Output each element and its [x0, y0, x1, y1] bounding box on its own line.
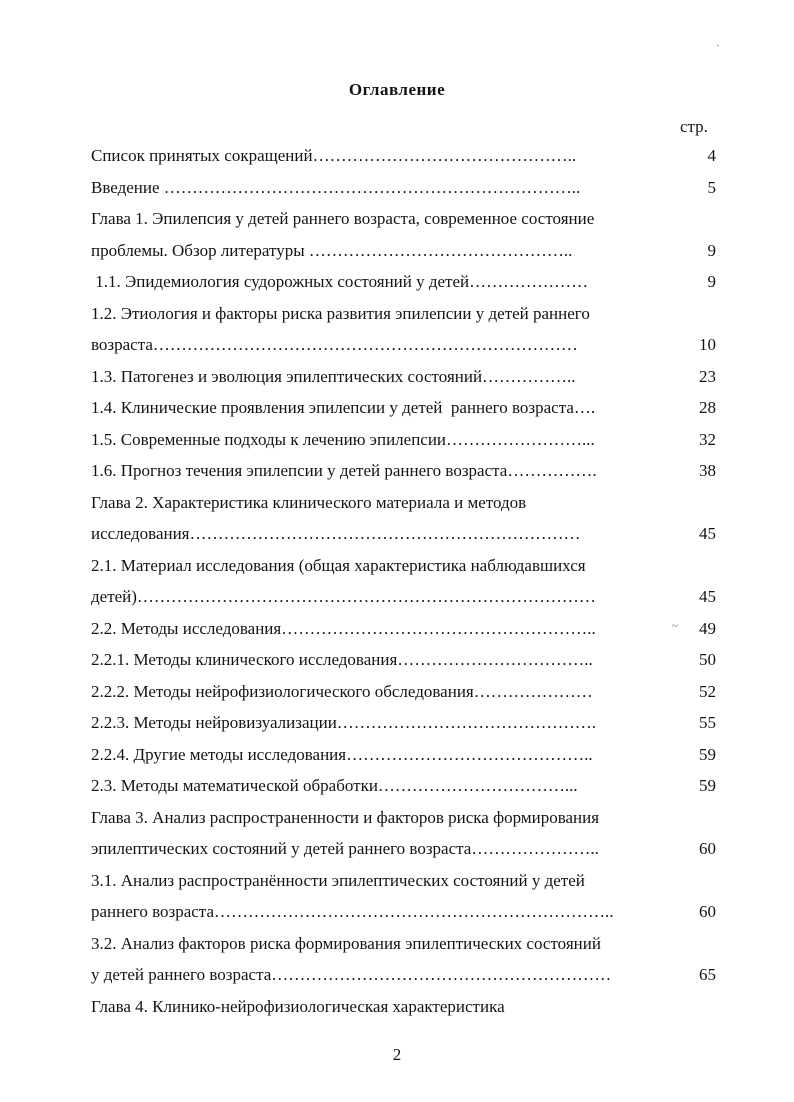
- toc-entry-page: 32: [699, 429, 716, 449]
- toc-entry-page: 9: [707, 240, 716, 260]
- toc-entry: [91, 933, 716, 955]
- toc-entry: [91, 303, 716, 325]
- toc-entry: [91, 996, 716, 1018]
- toc-entry-text: 2.2.3. Методы нейровизуализации……………………………………….: [91, 713, 597, 732]
- toc-entry: [91, 177, 716, 199]
- toc-entry: [91, 744, 716, 766]
- pencil-tick: ~: [672, 620, 678, 632]
- toc-entry-text: 2.2.2. Методы нейрофизиологического обследования…………………: [91, 681, 593, 701]
- toc-entry-text: 1.3. Патогенез и эволюция эпилептических состояний……………..: [91, 366, 576, 386]
- toc-entry-page: 4: [707, 146, 716, 165]
- toc-entry: [91, 681, 716, 703]
- page-column-label: стр.: [680, 117, 708, 136]
- toc-entry: [91, 555, 716, 577]
- toc-entry-page: 5: [707, 177, 716, 197]
- toc-entry: [91, 240, 716, 262]
- toc-entry-page: 38: [699, 461, 716, 480]
- toc-entry-text: Глава 3. Анализ распространенности и факторов риска формирования: [91, 807, 600, 827]
- toc-entry: [91, 208, 716, 230]
- page-number: 2: [392, 1045, 402, 1064]
- toc-entry-text: детей)………………………………………………………………………: [91, 587, 596, 606]
- toc-entry-text: Глава 4. Клинико-нейрофизиологическая характеристика: [91, 996, 505, 1016]
- toc-entry: [91, 271, 716, 293]
- toc-entry-text: у детей раннего возраста……………………………………………………: [91, 965, 612, 984]
- toc-entry-text: 1.6. Прогноз течения эпилепсии у детей раннего возраста…………….: [91, 461, 597, 480]
- toc-entry-page: 60: [699, 839, 716, 858]
- toc-entry: [91, 145, 716, 167]
- toc-entry-text: 3.2. Анализ факторов риска формирования эпилептических состояний: [91, 933, 601, 953]
- toc-entry: [91, 366, 716, 388]
- toc-entry: [91, 775, 716, 797]
- toc-entry: [91, 901, 716, 923]
- toc-entry: [91, 586, 716, 608]
- toc-entry: [91, 649, 716, 671]
- toc-entry-text: эпилептических состояний у детей раннего возраста…………………..: [91, 839, 599, 858]
- toc-entry-page: 28: [699, 398, 716, 417]
- toc-entry-page: 45: [699, 524, 716, 543]
- toc-entry-text: 2.3. Методы математической обработки……………………………...: [91, 776, 578, 795]
- toc-entry-text: 2.2.1. Методы клинического исследования……………………………..: [91, 650, 593, 669]
- toc-entry-text: Список принятых сокращений………………………………………..: [91, 146, 577, 165]
- toc-entry: [91, 334, 716, 356]
- toc-entry-text: раннего возраста……………………………………………………………..: [91, 902, 614, 921]
- toc-entry-page: 52: [699, 681, 716, 701]
- toc-entry-page: 10: [699, 335, 716, 354]
- toc-entry-text: 1.2. Этиология и факторы риска развития эпилепсии у детей раннего: [91, 303, 590, 323]
- toc-entry-text: Введение ………………………………………………………………..: [91, 177, 581, 197]
- toc-entry-text: исследования……………………………………………………………: [91, 524, 581, 543]
- toc-entry-text: проблемы. Обзор литературы ………………………………………..: [91, 240, 573, 260]
- toc-entry: [91, 712, 716, 734]
- toc-entry-page: 59: [699, 744, 716, 764]
- toc-entry-text: возраста…………………………………………………………………: [91, 335, 578, 354]
- toc-entry: [91, 618, 716, 640]
- toc-entry-text: Глава 2. Характеристика клинического материала и методов: [91, 492, 527, 512]
- toc-entry-text: 1.5. Современные подходы к лечению эпилепсии……………………...: [91, 429, 595, 449]
- toc-entry: [91, 838, 716, 860]
- toc-entry: [91, 870, 716, 892]
- toc-entry-text: 3.1. Анализ распространённости эпилептических состояний у детей: [91, 870, 585, 890]
- toc-entry: [91, 429, 716, 451]
- toc-entry-page: 23: [699, 366, 716, 386]
- toc-entry-page: 45: [699, 587, 716, 606]
- toc-entry: [91, 807, 716, 829]
- toc-entry: [91, 523, 716, 545]
- toc-entry: [91, 492, 716, 514]
- toc-entry-text: 2.2. Методы исследования………………………………………………..: [91, 618, 596, 638]
- toc-entry: [91, 397, 716, 419]
- toc-entry-text: 1.4. Клинические проявления эпилепсии у детей раннего возраста….: [91, 398, 596, 417]
- toc-entry: [91, 964, 716, 986]
- toc-entry-page: 60: [699, 902, 716, 921]
- toc-entry-page: 55: [699, 713, 716, 732]
- toc-entry-text: Глава 1. Эпилепсия у детей раннего возраста, современное состояние: [91, 209, 595, 228]
- toc-entry-text: 2.2.4. Другие методы исследования……………………………………..: [91, 744, 593, 764]
- page-title: Оглавление: [348, 80, 446, 99]
- scan-speck: ·: [716, 40, 720, 52]
- toc-entry-text: 1.1. Эпидемиология судорожных состояний у детей…………………: [91, 272, 589, 291]
- toc-entry-page: 50: [699, 650, 716, 669]
- toc-entry-page: 59: [699, 776, 716, 795]
- toc-entry-page: 49: [699, 618, 716, 638]
- toc-entry-page: 65: [699, 965, 716, 984]
- toc-entry: [91, 460, 716, 482]
- toc-entry-page: 9: [707, 272, 716, 291]
- toc-entry-text: 2.1. Материал исследования (общая характеристика наблюдавшихся: [91, 555, 586, 575]
